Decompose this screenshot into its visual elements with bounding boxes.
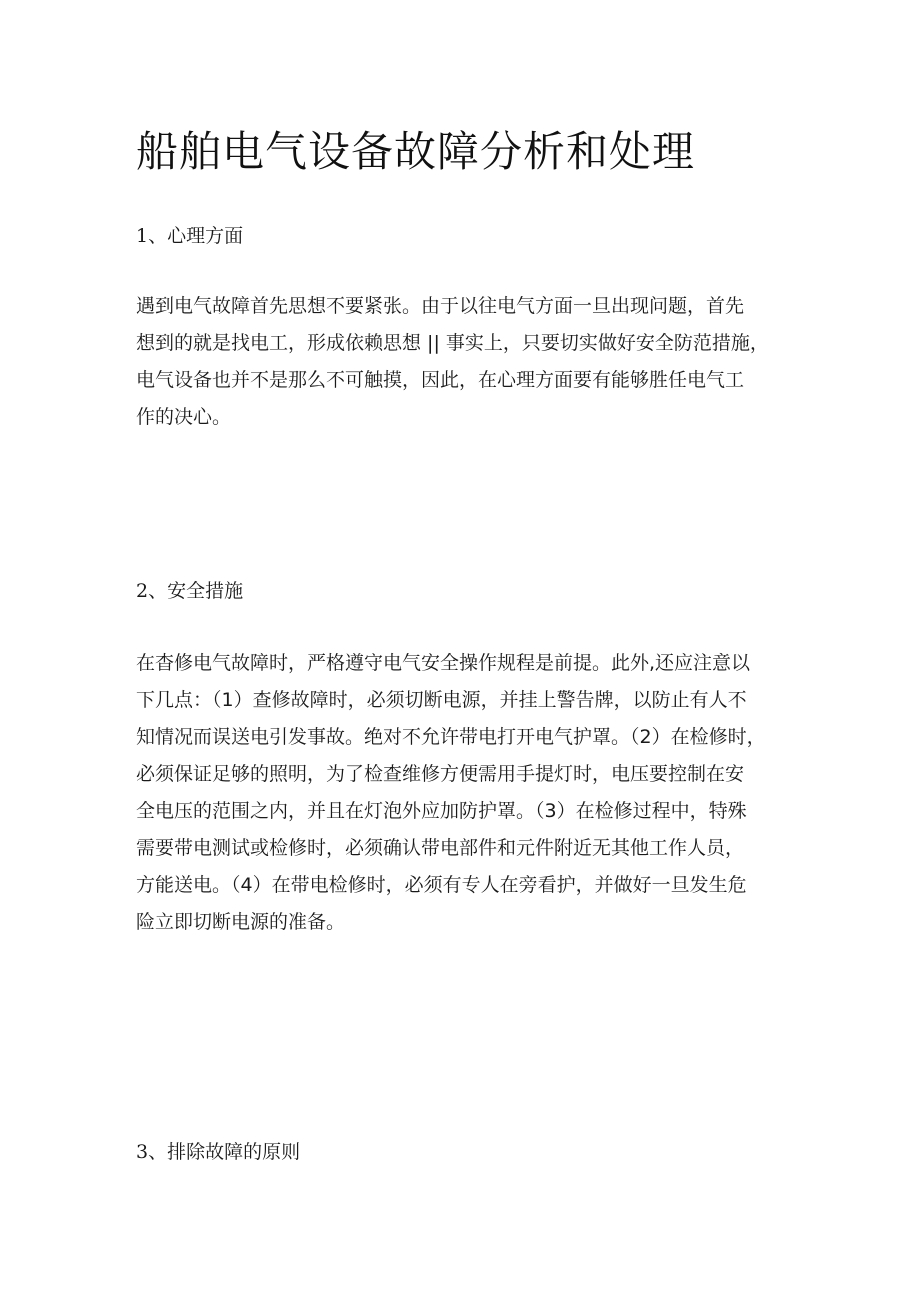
section-heading-2 [136,577,243,605]
section-number: 1 [136,225,149,247]
section-number: 2 [136,580,149,602]
paragraph-line: 电气设备也并不是那么不可触摸，因此，在心理方面要有能够胜任电气工 [136,369,745,391]
paragraph-line: 在杳修电气故障时，严格遵守电气安全操作规程是前提。此外,还应注意以 [136,652,751,674]
paragraph-line: 知情况而误送电引发事故。绝对不允许带电打开电气护罩。（2）在检修时， [136,726,766,748]
section-heading-1 [136,222,243,250]
section-heading-text: 、心理方面 [148,225,244,247]
section-paragraph-2 [136,645,796,941]
section-heading-text: 、排除故障的原则 [148,1141,301,1163]
section-heading-3 [136,1138,300,1166]
paragraph-line: 需要带电测试或检修时，必须确认带电部件和元件附近无其他工作人员， [136,837,745,859]
section-number: 3 [136,1141,149,1163]
paragraph-line: 必须保证足够的照明，为了检查维修方便需用手提灯时，电压要控制在安 [136,763,745,785]
paragraph-line: 全电压的范围之内，并且在灯泡外应加防护罩。（3）在检修过程中，特殊 [136,800,747,822]
paragraph-line: 险立即切断电源的准备。 [136,911,346,933]
paragraph-line: 想到的就是找电工，形成依赖思想 || 事实上，只要切实做好安全防范措施， [136,332,769,354]
paragraph-line: 下几点：（1）查修故障时，必须切断电源，并挂上警告牌，以防止有人不 [136,689,747,711]
section-paragraph-1 [136,288,796,436]
paragraph-line: 遇到电气故障首先思想不要紧张。由于以往电气方面一旦出现问题，首先 [136,295,745,317]
page-title: 船舶电气设备故障分析和处理 [136,127,696,176]
paragraph-line: 作的决心。 [136,406,232,428]
section-heading-text: 、安全措施 [148,580,244,602]
paragraph-line: 方能送电。（4）在带电检修时，必须有专人在旁看护，并做好一旦发生危 [136,874,747,896]
